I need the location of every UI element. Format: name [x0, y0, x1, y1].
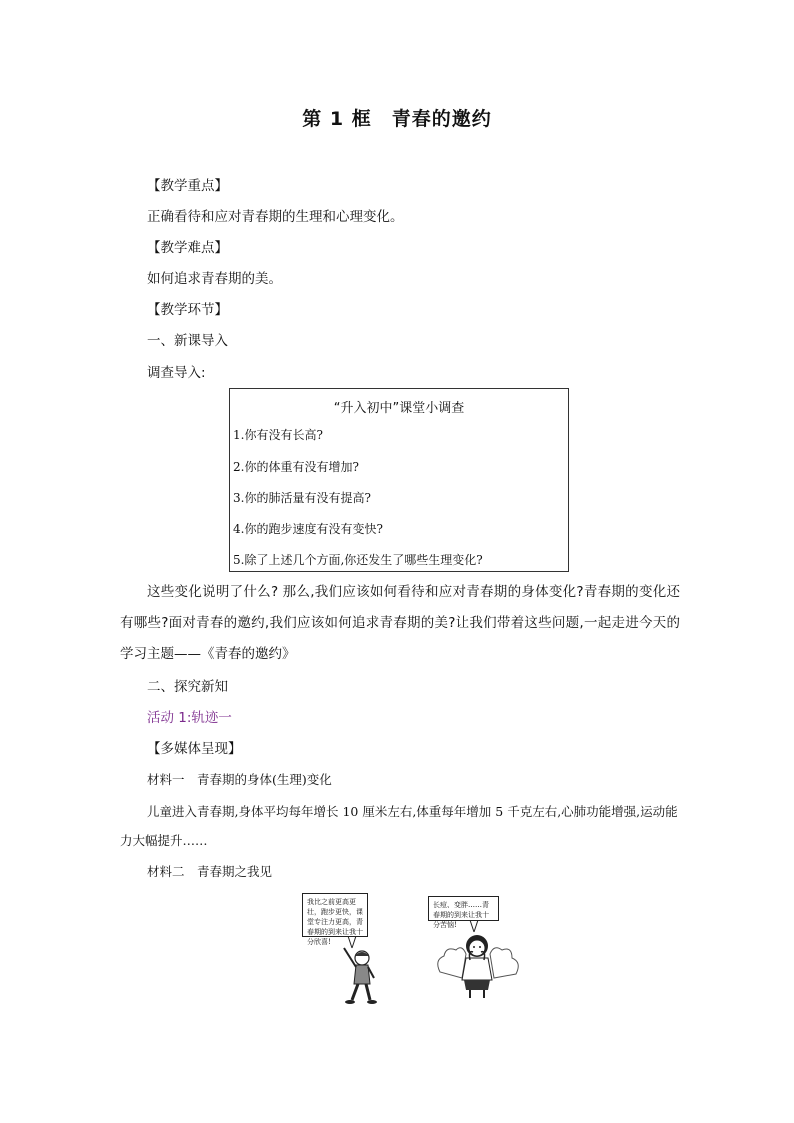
boy-cartoon-icon	[326, 936, 386, 1006]
difficulty-text: 如何追求青春期的美。	[147, 271, 282, 287]
material1-text: 儿童进入青春期,身体平均每年增长 10 厘米左右,体重每年增加 5 千克左右,心肺功能增强,运动能力大幅提升……	[120, 804, 678, 848]
survey-box	[229, 388, 569, 572]
survey-question: 5.除了上述几个方面,你还发生了哪些生理变化?	[233, 553, 483, 567]
girl-speech-bubble: 长痘、变胖……青春期的到来让我十分苦恼!	[428, 896, 499, 921]
page-title: 第 1 框 青春的邀约	[302, 108, 492, 130]
difficulty-heading: 【教学难点】	[147, 240, 228, 256]
material2-label: 材料二 青春期之我见	[147, 864, 273, 879]
intro-paragraph: 这些变化说明了什么? 那么,我们应该如何看待和应对青春期的身体变化?青春期的变化还有哪些?面对青春的邀约,我们应该如何追求青春期的美?让我们带着这些问题,一起走进今天的学习主题——《青春的邀约》	[120, 584, 680, 662]
boy-speech-bubble: 我比之前更高更壮，跑步更快，课堂专注力更高，青春期的到来让我十分欣喜!	[302, 893, 368, 937]
survey-question: 3.你的肺活量有没有提高?	[233, 491, 371, 505]
survey-question: 4.你的跑步速度有没有变快?	[233, 522, 383, 536]
multimedia-heading: 【多媒体呈现】	[147, 741, 242, 757]
material1-label: 材料一 青春期的身体(生理)变化	[147, 772, 332, 787]
key-point-text: 正确看待和应对青春期的生理和心理变化。	[147, 209, 404, 225]
survey-question: 1.你有没有长高?	[233, 428, 323, 442]
activity1-heading: 活动 1:轨迹一	[147, 710, 232, 726]
girl-cartoon-icon	[432, 920, 522, 1000]
survey-intro: 调查导入:	[147, 365, 206, 381]
steps-heading: 【教学环节】	[147, 302, 228, 318]
step1-heading: 一、新课导入	[147, 333, 228, 349]
key-point-heading: 【教学重点】	[147, 178, 228, 194]
step2-heading: 二、探究新知	[147, 679, 228, 695]
survey-question: 2.你的体重有没有增加?	[233, 460, 359, 474]
survey-title: “升入初中”课堂小调查	[333, 401, 465, 416]
